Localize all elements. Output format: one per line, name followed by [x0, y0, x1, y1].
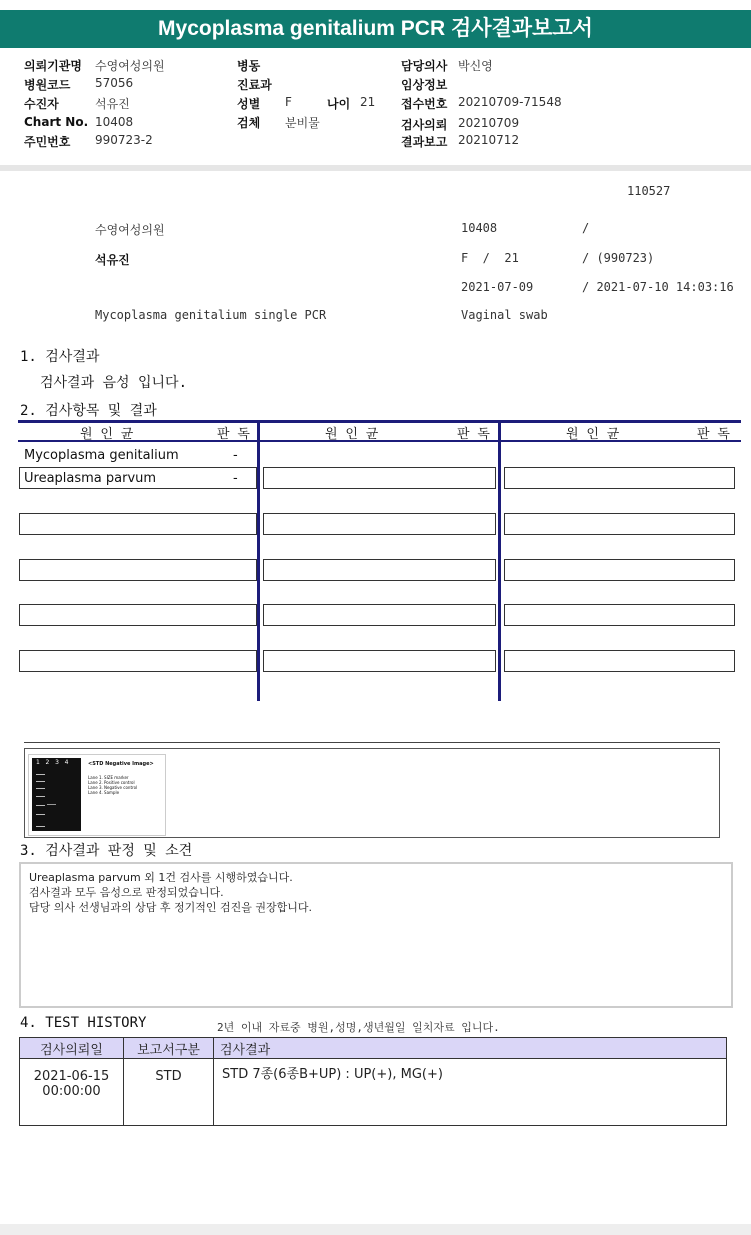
- header-value: 20210709-71548: [458, 95, 562, 109]
- header-value: 박신영: [458, 59, 493, 73]
- history-table: [19, 1037, 727, 1126]
- result-cell: [504, 559, 735, 581]
- table-row: [20, 1059, 727, 1126]
- header-value: F: [285, 95, 292, 109]
- gel-legend-item: Lane 1. SIZE marker: [88, 775, 129, 780]
- chart-number: 10408: [461, 221, 498, 235]
- birth-date: / (990723): [582, 251, 655, 265]
- report-datetime: / 2021-07-10 14:03:16: [582, 280, 734, 294]
- chart-separator: /: [582, 221, 590, 235]
- history-type: STD: [124, 1059, 214, 1126]
- pathogen-name: Ureaplasma parvum: [24, 471, 157, 486]
- grid-divider: [498, 420, 501, 701]
- history-col-result: 검사결과: [214, 1038, 727, 1059]
- header-value: 20210712: [458, 133, 520, 147]
- result-cell: [19, 513, 257, 535]
- specimen-type: Vaginal swab: [461, 308, 548, 322]
- header-label: 검체: [237, 116, 261, 130]
- pathogen-result: -: [233, 471, 238, 486]
- header-label: Chart No.: [24, 115, 89, 129]
- section1-heading: 1. 검사결과: [20, 349, 100, 365]
- col-header-pathogen: 원 인 균: [325, 427, 379, 442]
- header-label: 임상정보: [401, 78, 448, 92]
- header-value: 20210709: [458, 116, 520, 130]
- report-title: Mycoplasma genitalium PCR 검사결과보고서: [0, 10, 751, 48]
- gel-band: [36, 781, 45, 782]
- result-cell: [19, 650, 257, 672]
- col-header-judgement: 판 독: [457, 427, 490, 442]
- section2-heading: 2. 검사항목 및 결과: [20, 403, 157, 419]
- gel-photo: [32, 758, 81, 831]
- patient-name: 석유진: [95, 253, 130, 267]
- header-label: 결과보고: [401, 135, 448, 149]
- gel-title: <STD Negative Image>: [88, 761, 154, 767]
- report-code: 110527: [627, 184, 671, 198]
- header-value: 57056: [95, 76, 134, 90]
- header-label: 진료과: [237, 78, 272, 92]
- gel-band: [47, 804, 56, 805]
- history-col-date: 검사의뢰일: [20, 1038, 124, 1059]
- gel-band: [36, 774, 45, 775]
- col-header-pathogen: 원 인 균: [80, 427, 134, 442]
- col-header-pathogen: 원 인 균: [566, 427, 620, 442]
- result-cell: [263, 559, 496, 581]
- history-header-row: [20, 1038, 727, 1059]
- header-label: 성별: [237, 97, 261, 111]
- result-cell: [19, 604, 257, 626]
- history-date: 2021-06-15: [33, 1069, 110, 1084]
- header-value: 990723-2: [95, 133, 153, 147]
- gel-image: [28, 754, 166, 836]
- footer-bar: [0, 1224, 751, 1235]
- header-value: 분비물: [285, 116, 320, 130]
- col-header-judgement: 판 독: [697, 427, 730, 442]
- header-value: 수영여성의원: [95, 59, 165, 73]
- pathogen-name: Mycoplasma genitalium: [24, 448, 179, 463]
- result-cell: [504, 467, 735, 489]
- header-label: 의뢰기관명: [24, 59, 82, 73]
- gel-band: [36, 814, 45, 815]
- clinic-name: 수영여성의원: [95, 223, 165, 237]
- gel-legend-item: Lane 4. Sample: [88, 790, 120, 795]
- pathogen-result: -: [233, 448, 238, 463]
- gel-legend-item: Lane 2. Positive control: [88, 780, 135, 785]
- result-cell: [19, 559, 257, 581]
- header-divider: [0, 165, 751, 171]
- gel-band: [36, 826, 45, 827]
- result-cell: [504, 650, 735, 672]
- header-label: 접수번호: [401, 97, 448, 111]
- history-note: 2년 이내 자료중 병원,성명,생년월일 일치자료 입니다.: [217, 1021, 500, 1034]
- result-cell: [504, 513, 735, 535]
- header-label: 나이: [327, 97, 351, 111]
- gel-lane-numbers: 1 2 3 4: [36, 759, 69, 766]
- result-cell: [263, 604, 496, 626]
- comment-box: [19, 862, 733, 1008]
- result-cell: [263, 650, 496, 672]
- result-cell: [263, 467, 496, 489]
- comment-line: 검사결과 모두 음성으로 판정되었습니다.: [29, 886, 224, 899]
- gel-band: [36, 788, 45, 789]
- section1-text: 검사결과 음성 입니다.: [40, 375, 188, 391]
- test-name: Mycoplasma genitalium single PCR: [95, 308, 327, 322]
- gel-band: [36, 805, 45, 806]
- request-date: 2021-07-09: [461, 280, 534, 294]
- section4-heading: 4. TEST HISTORY: [20, 1015, 147, 1031]
- header-label: 수진자: [24, 97, 59, 111]
- header-value: 21: [360, 95, 376, 109]
- col-header-judgement: 판 독: [217, 427, 250, 442]
- gel-top-rule: [24, 742, 720, 743]
- history-time: 00:00:00: [42, 1084, 101, 1099]
- gel-legend-item: Lane 3. Negative control: [88, 785, 138, 790]
- history-col-type: 보고서구분: [124, 1038, 214, 1059]
- header-label: 주민번호: [24, 135, 71, 149]
- sex-age: F / 21: [461, 251, 519, 265]
- header-value: 10408: [95, 115, 134, 129]
- header-label: 병동: [237, 59, 261, 73]
- result-cell: [263, 513, 496, 535]
- header-label: 담당의사: [401, 59, 448, 73]
- header-label: 병원코드: [24, 78, 71, 92]
- section3-heading: 3. 검사결과 판정 및 소견: [20, 843, 193, 859]
- comment-line: 담당 의사 선생님과의 상담 후 정기적인 검진을 권장합니다.: [29, 901, 312, 914]
- result-cell: [504, 604, 735, 626]
- history-result: STD 7종(6종B+UP) : UP(+), MG(+): [214, 1059, 727, 1126]
- header-value: 석유진: [95, 97, 130, 111]
- gel-band: [36, 796, 45, 797]
- header-label: 검사의뢰: [401, 118, 448, 132]
- comment-line: Ureaplasma parvum 외 1건 검사를 시행하였습니다.: [29, 871, 293, 884]
- grid-divider: [257, 420, 260, 701]
- history-date-cell: [20, 1059, 124, 1126]
